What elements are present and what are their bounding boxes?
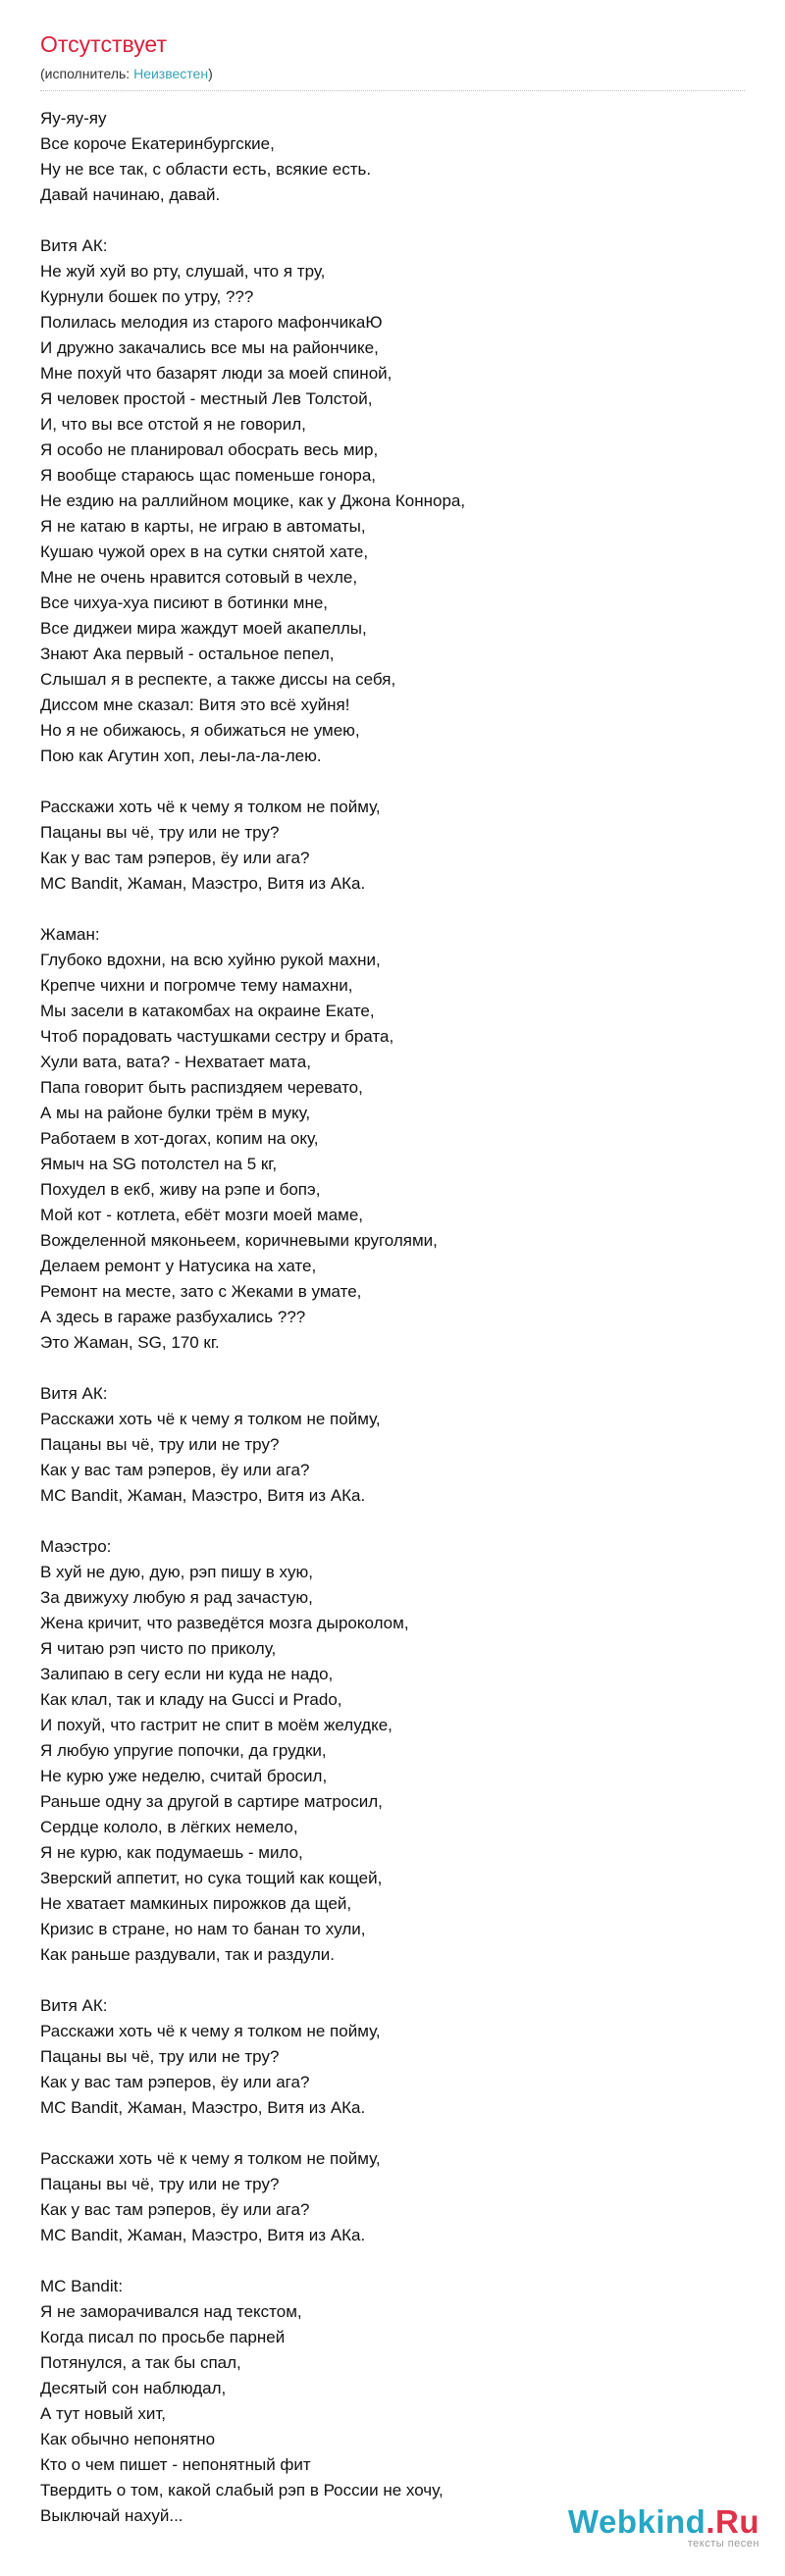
header-divider bbox=[40, 90, 745, 91]
lyric-line: Как раньше раздували, так и раздули. bbox=[40, 1945, 335, 1964]
lyric-line bbox=[40, 2121, 745, 2146]
lyric-line: Залипаю в сегу если ни куда не надо, bbox=[40, 1665, 334, 1683]
lyric-line: За движуху любую я рад зачастую, bbox=[40, 1588, 313, 1607]
lyric-line: Курнули бошек по утру, ??? bbox=[40, 287, 254, 306]
lyric-line: Как у вас там рэперов, ёу или ага? bbox=[40, 2073, 310, 2091]
lyric-line: И дружно закачались все мы на райончике, bbox=[40, 338, 379, 357]
lyric-line: Раньше одну за другой в сартире матросил, bbox=[40, 1792, 383, 1811]
lyric-line: Я не заморачивался над текстом, bbox=[40, 2302, 302, 2321]
lyric-line: Хули вата, вата? - Нехватает мата, bbox=[40, 1053, 311, 1071]
lyric-line: MC Bandit: bbox=[40, 2277, 124, 2295]
lyric-line: Давай начинаю, давай. bbox=[40, 185, 221, 204]
lyric-line: Слышал я в респекте, а также диссы на себя, bbox=[40, 670, 396, 689]
lyric-line: Витя АК: bbox=[40, 1384, 108, 1403]
lyric-line: Я не курю, как подумаешь - мило, bbox=[40, 1843, 303, 1862]
byline-suffix: ) bbox=[208, 66, 213, 81]
lyric-line: Жаман: bbox=[40, 925, 100, 944]
lyric-line: Расскажи хоть чё к чему я толком не пойму, bbox=[40, 798, 381, 816]
lyric-line: А мы на районе булки трём в муку, bbox=[40, 1104, 311, 1122]
lyric-line: Расскажи хоть чё к чему я толком не пойму, bbox=[40, 1410, 381, 1428]
lyric-line: Сердце кололо, в лёгких немело, bbox=[40, 1818, 298, 1836]
lyric-line: MC Bandit, Жаман, Маэстро, Витя из АКа. bbox=[40, 2098, 366, 2117]
lyric-line: MC Bandit, Жаман, Маэстро, Витя из АКа. bbox=[40, 1486, 366, 1505]
lyric-line: Твердить о том, какой слабый рэп в России не хочу, bbox=[40, 2481, 444, 2499]
lyric-line: Потянулся, а так бы спал, bbox=[40, 2353, 241, 2372]
lyric-line: Не ездию на раллийном моцике, как у Джона Коннора, bbox=[40, 491, 466, 510]
lyric-line: Я читаю рэп чисто по приколу, bbox=[40, 1639, 277, 1658]
lyric-line: Чтоб порадовать частушками сестру и брата, bbox=[40, 1027, 394, 1046]
lyric-line: Как у вас там рэперов, ёу или ага? bbox=[40, 1461, 310, 1479]
lyric-line: Ну не все так, с области есть, всякие есть. bbox=[40, 160, 372, 179]
lyric-line: Жена кричит, что разведётся мозга дыроколом, bbox=[40, 1614, 409, 1632]
lyric-line: Мой кот - котлета, ебёт мозги моей маме, bbox=[40, 1206, 364, 1224]
lyric-line: А тут новый хит, bbox=[40, 2404, 166, 2423]
lyric-line: Я не катаю в карты, не играю в автоматы, bbox=[40, 517, 366, 536]
lyric-line: Как клал, так и кладу на Gucci и Prado, bbox=[40, 1690, 342, 1709]
lyric-line: Крепче чихни и погромче тему намахни, bbox=[40, 976, 353, 995]
lyric-line bbox=[40, 1356, 745, 1381]
lyric-line: Я вообще стараюсь щас поменьше гонора, bbox=[40, 466, 377, 485]
lyric-line: MC Bandit, Жаман, Маэстро, Витя из АКа. bbox=[40, 874, 366, 893]
lyric-line: Глубоко вдохни, на всю хуйню рукой махни, bbox=[40, 951, 381, 969]
lyric-line: Зверский аппетит, но сука тощий как кощей, bbox=[40, 1869, 383, 1887]
lyric-line bbox=[40, 1968, 745, 1993]
lyric-line: Я особо не планировал обосрать весь мир, bbox=[40, 440, 379, 459]
byline-prefix: (исполнитель: bbox=[40, 66, 134, 81]
lyric-line: Мне не очень нравится сотовый в чехле, bbox=[40, 568, 358, 587]
lyric-line: Расскажи хоть чё к чему я толком не пойму, bbox=[40, 2149, 381, 2168]
lyric-line: И, что вы все отстой я не говорил, bbox=[40, 415, 306, 434]
lyric-line: Пацаны вы чё, тру или не тру? bbox=[40, 823, 280, 842]
lyric-line: Пацаны вы чё, тру или не тру? bbox=[40, 2047, 280, 2066]
lyric-line: Пацаны вы чё, тру или не тру? bbox=[40, 2175, 280, 2193]
lyric-line: Кушаю чужой орех в на сутки снятой хате, bbox=[40, 542, 369, 561]
lyric-line: Витя АК: bbox=[40, 236, 108, 255]
lyric-line: Знают Ака первый - остальное пепел, bbox=[40, 644, 335, 663]
lyric-line bbox=[40, 2248, 745, 2274]
lyric-line: Кто о чем пишет - непонятный фит bbox=[40, 2455, 311, 2474]
lyric-line: Кризис в стране, но нам то банан то хули, bbox=[40, 1920, 366, 1938]
lyric-line: Как обычно непонятно bbox=[40, 2430, 216, 2448]
lyric-line: Не хватает мамкиных пирожков да щей, bbox=[40, 1894, 352, 1913]
lyric-line: Делаем ремонт у Натусика на хате, bbox=[40, 1257, 317, 1275]
lyric-line: Я человек простой - местный Лев Толстой, bbox=[40, 389, 373, 408]
lyric-line: И похуй, что гастрит не спит в моём желудке, bbox=[40, 1716, 392, 1734]
lyric-line: Но я не обижаюсь, я обижаться не умею, bbox=[40, 721, 360, 740]
lyric-line: Расскажи хоть чё к чему я толком не пойму, bbox=[40, 2022, 381, 2040]
lyric-line: Мне похуй что базарят люди за моей спиной, bbox=[40, 364, 392, 383]
lyric-line: Пацаны вы чё, тру или не тру? bbox=[40, 1435, 280, 1454]
lyric-line: MC Bandit, Жаман, Маэстро, Витя из АКа. bbox=[40, 2226, 366, 2244]
lyric-line: Это Жаман, SG, 170 кг. bbox=[40, 1333, 220, 1352]
lyric-line: Мы засели в катакомбах на окраине Екате, bbox=[40, 1002, 375, 1020]
lyric-line: А здесь в гараже разбухались ??? bbox=[40, 1308, 306, 1326]
lyric-line: Вожделенной мяконьеем, коричневыми круголями, bbox=[40, 1231, 438, 1250]
lyric-line: Полилась мелодия из старого мафончикаЮ bbox=[40, 313, 383, 332]
lyric-line bbox=[40, 769, 745, 795]
lyric-line: Все диджеи мира жаждут моей акапеллы, bbox=[40, 619, 367, 638]
lyric-line: Работаем в хот-догах, копим на оку, bbox=[40, 1129, 319, 1148]
lyric-line: Как у вас там рэперов, ёу или ага? bbox=[40, 849, 310, 867]
artist-byline bbox=[40, 65, 745, 82]
lyric-line: Ямыч на SG потолстел на 5 кг, bbox=[40, 1155, 278, 1173]
lyric-line bbox=[40, 1509, 745, 1534]
lyric-line: Выключай нахуй... bbox=[40, 2506, 183, 2525]
lyric-line: Когда писал по просьбе парней bbox=[40, 2328, 286, 2346]
lyric-line: Диссом мне сказал: Витя это всё хуйня! bbox=[40, 696, 350, 714]
lyric-line: Десятый сон наблюдал, bbox=[40, 2379, 227, 2397]
lyric-line: Папа говорит быть распиздяем черевато, bbox=[40, 1078, 363, 1097]
lyric-line: Пою как Агутин хоп, леы-ла-ла-лею. bbox=[40, 747, 322, 765]
lyric-line: Все короче Екатеринбургские, bbox=[40, 134, 275, 153]
lyric-line: Ремонт на месте, зато с Жеками в умате, bbox=[40, 1282, 362, 1301]
lyric-line: Витя АК: bbox=[40, 1996, 108, 2015]
lyric-line bbox=[40, 208, 745, 233]
lyric-line: Как у вас там рэперов, ёу или ага? bbox=[40, 2200, 310, 2219]
lyric-line: В хуй не дую, дую, рэп пишу в хую, bbox=[40, 1563, 313, 1581]
lyric-line: Все чихуа-хуа писиют в ботинки мне, bbox=[40, 593, 329, 612]
lyric-line: Маэстро: bbox=[40, 1537, 112, 1556]
lyric-line: Не курю уже неделю, считай бросил, bbox=[40, 1767, 328, 1785]
logo-tagline: тексты песен bbox=[687, 2538, 759, 2550]
lyric-line: Похудел в екб, живу на рэпе и бопэ, bbox=[40, 1180, 321, 1199]
song-title: Отсутствует bbox=[40, 31, 167, 57]
artist-link[interactable]: Неизвестен bbox=[133, 66, 209, 81]
lyric-line: Яу-яу-яу bbox=[40, 109, 107, 128]
lyric-line: Я любую упругие попочки, да грудки, bbox=[40, 1741, 327, 1760]
site-logo[interactable] bbox=[568, 2503, 759, 2550]
lyric-line bbox=[40, 897, 745, 922]
lyric-line: Не жуй хуй во рту, слушай, что я тру, bbox=[40, 262, 326, 281]
logo-wordmark: Webkind.Ru bbox=[567, 2503, 759, 2540]
lyrics-body bbox=[40, 106, 745, 2529]
song-header bbox=[40, 29, 745, 82]
